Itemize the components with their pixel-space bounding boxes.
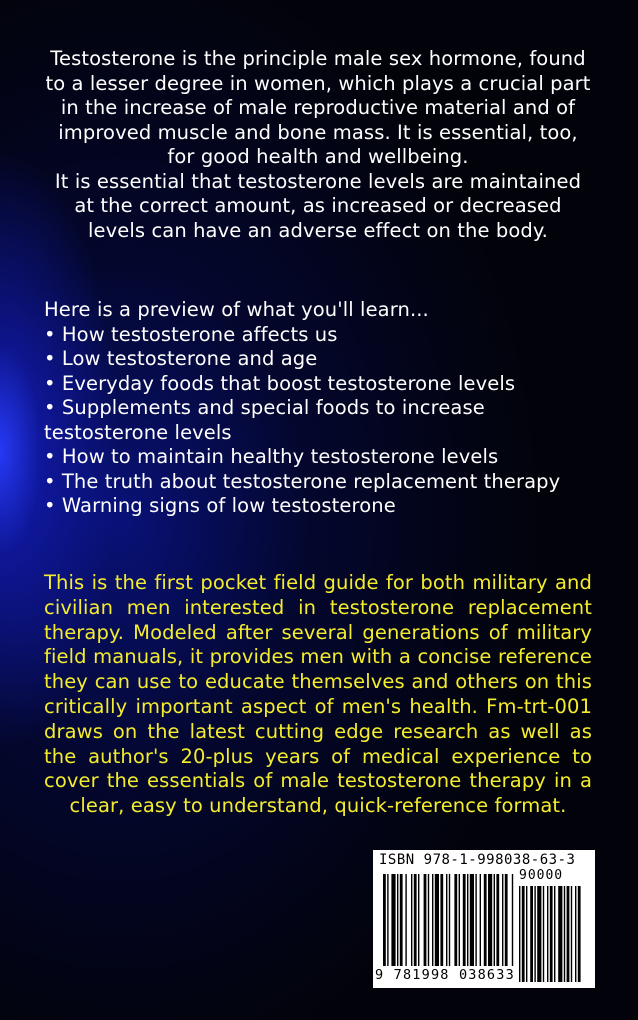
list-item: • How testosterone affects us (44, 323, 592, 348)
list-item: • Everyday foods that boost testosterone levels (44, 372, 592, 397)
list-item: • The truth about testosterone replacement therapy (44, 470, 592, 495)
isbn-label: ISBN 978-1-998038-63-3 (379, 852, 576, 868)
preview-section (44, 298, 592, 519)
ean-number: 9 781998 038633 (375, 967, 515, 983)
list-item: • Warning signs of low testosterone (44, 494, 592, 519)
preview-lead: Here is a preview of what you'll learn... (44, 298, 429, 321)
isbn-barcode (373, 850, 595, 988)
intro-section (44, 47, 592, 243)
list-item: • Supplements and special foods to increase testosterone levels (44, 396, 592, 445)
intro-paragraph-1: Testosterone is the principle male sex hormone, found to a lesser degree in women, which plays a crucial part in the increase of male reproductive material and of improved muscle and bone mass. It is essential, too, for good health and wellbeing. (45, 47, 591, 168)
list-item: • How to maintain healthy testosterone levels (44, 445, 592, 470)
preview-list (44, 323, 592, 519)
addon-number: 90000 (519, 868, 564, 883)
blurb-paragraph: This is the first pocket field guide for both military and civilian men interested in testosterone replacement therapy. Modeled after several generations of military field manuals, it provides men with a concise reference they can use to educate themselves and others on this critically important aspect of men's health. Fm-trt-001 draws on the latest cutting edge research as well as the author's 20-plus years of medical experience to cover the essentials of male testosterone therapy in a clear, easy to understand, quick-reference format. (44, 571, 592, 818)
intro-paragraph-2: It is essential that testosterone levels are maintained at the correct amount, as increased or decreased levels can have an adverse effect on the body. (54, 169, 582, 242)
list-item: • Low testosterone and age (44, 347, 592, 372)
